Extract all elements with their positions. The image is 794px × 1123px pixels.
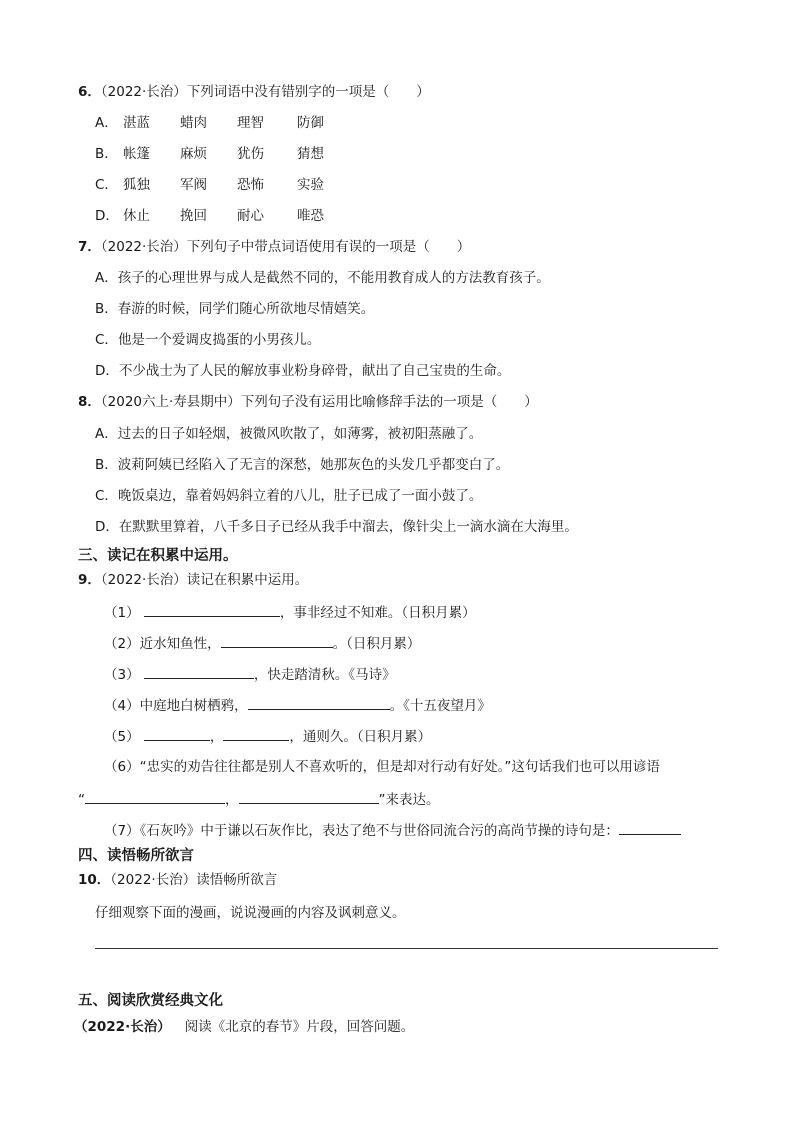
option-text: 他是一个爱调皮捣蛋的小男孩儿。: [117, 332, 321, 348]
option-letter: C．: [95, 177, 118, 193]
option-letter: B．: [95, 146, 118, 162]
reading-source: （2022·长治）: [74, 1019, 171, 1035]
answer-blank[interactable]: [144, 601, 280, 617]
option-row: [95, 424, 482, 444]
item-text: “忠实的劝告往往都是别人不喜欢听的，但是却对行动有好处。”这句话我们也可以用谚语: [139, 759, 660, 775]
item-text: ，: [225, 792, 239, 808]
option-text: 孩子的心理世界与成人是截然不同的，不能用教育成人的方法教育孩子。: [117, 270, 550, 286]
fill-item-2: [104, 632, 420, 654]
question-number: 9．: [78, 572, 101, 588]
item-label: （3）: [104, 667, 140, 683]
item-label: （6）: [104, 759, 140, 775]
section-heading: 三、读记在积累中运用。: [78, 548, 238, 564]
answer-blank[interactable]: [144, 663, 254, 679]
answer-blank[interactable]: [144, 725, 210, 741]
question-text: （2022·长治）读记在积累中运用。: [100, 572, 309, 588]
fill-item-3: [104, 663, 396, 685]
question-9: [78, 570, 308, 590]
option-text: 过去的日子如轻烟，被微风吹散了，如薄雾，被初阳蒸融了。: [117, 426, 483, 442]
option-letter: B．: [95, 301, 118, 317]
option-row: [95, 517, 578, 537]
option-letter: D．: [95, 208, 119, 224]
option-word: 猜想: [297, 146, 324, 162]
fill-item-7: [104, 819, 681, 841]
option-word: 唯恐: [297, 208, 324, 224]
option-letter: C．: [95, 488, 118, 504]
question-10: [78, 870, 277, 890]
item-text: 近水知鱼性，: [139, 636, 221, 652]
answer-blank[interactable]: [223, 725, 289, 741]
item-text: 《石灰吟》中于谦以石灰作比，表达了绝不与世俗同流合污的高尚节操的诗句是：: [139, 823, 619, 839]
item-text: ，事非经过不知难。（日积月累）: [279, 605, 476, 621]
answer-blank[interactable]: [221, 632, 333, 648]
option-word: 耐心: [237, 208, 264, 224]
option-letter: A．: [95, 270, 118, 286]
option-row: [95, 268, 550, 288]
question-text: （2022·长治）下列词语中没有错别字的一项是（ ）: [100, 84, 430, 100]
option-word: 恐怖: [237, 177, 264, 193]
question-text: （2022·长治）读悟畅所欲言: [110, 872, 278, 888]
item-text: ，通则久。（日积月累）: [289, 729, 432, 745]
question-text: （2022·长治）下列句子中带点词语使用有误的一项是（ ）: [100, 239, 471, 255]
option-word: 防御: [297, 115, 324, 131]
option-letter: D．: [95, 363, 119, 379]
option-word: 帐篷: [123, 146, 150, 162]
item-label: （4）: [104, 698, 140, 714]
option-row: [95, 486, 482, 506]
option-row: [95, 361, 510, 381]
option-word: 军阀: [180, 177, 207, 193]
question-8: [78, 392, 538, 412]
option-text: 春游的时候，同学们随心所欲地尽情嬉笑。: [117, 301, 375, 317]
option-word: 犹伤: [237, 146, 264, 162]
option-letter: A．: [95, 426, 118, 442]
fill-item-6-blanks: [78, 788, 440, 810]
option-text: 不少战士为了人民的解放事业粉身碎骨，献出了自己宝贵的生命。: [118, 363, 511, 379]
option-text: 波莉阿姨已经陷入了无言的深愁，她那灰色的头发几乎都变白了。: [117, 457, 510, 473]
option-word: 实验: [297, 177, 324, 193]
answer-blank[interactable]: [248, 694, 390, 710]
option-row: [95, 113, 324, 133]
item-label: （1）: [104, 605, 140, 621]
answer-line[interactable]: [95, 948, 718, 949]
option-letter: B．: [95, 457, 118, 473]
fill-item-1: [104, 601, 476, 623]
fill-item-6: [104, 757, 660, 777]
question-text: （2020六上·寿县期中）下列句子没有运用比喻修辞手法的一项是（ ）: [100, 394, 538, 410]
section-heading: 四、读悟畅所欲言: [78, 848, 194, 864]
reading-intro: [74, 1017, 414, 1037]
item-text: 。《十五夜望月》: [389, 698, 491, 714]
option-row: [95, 330, 320, 350]
option-word: 休止: [123, 208, 150, 224]
question-number: 8．: [78, 394, 101, 410]
item-text: ，快走踏清秋。《马诗》: [253, 667, 396, 683]
section-heading: 五、阅读欣赏经典文化: [78, 993, 223, 1009]
option-word: 蜡肉: [180, 115, 207, 131]
item-text: “: [78, 792, 85, 808]
item-text: ”来表达。: [378, 792, 440, 808]
question-number: 7．: [78, 239, 101, 255]
item-label: （2）: [104, 636, 140, 652]
option-row: [95, 455, 509, 475]
question-number: 6．: [78, 84, 101, 100]
answer-blank[interactable]: [619, 819, 681, 835]
option-word: 狐独: [123, 177, 150, 193]
fill-item-5: [104, 725, 431, 747]
item-label: （7）: [104, 823, 140, 839]
question-6: [78, 82, 430, 102]
option-word: 理智: [237, 115, 264, 131]
option-word: 湛蓝: [123, 115, 150, 131]
option-row: [95, 299, 374, 319]
question-number: 10．: [78, 872, 111, 888]
item-label: （5）: [104, 729, 140, 745]
question-7: [78, 237, 470, 257]
option-row: [95, 144, 324, 164]
option-letter: A．: [95, 115, 118, 131]
option-letter: D．: [95, 519, 119, 535]
question-prompt: 仔细观察下面的漫画，说说漫画的内容及讽刺意义。: [95, 905, 406, 921]
item-text: 。（日积月累）: [332, 636, 421, 652]
option-text: 在默默里算着，八千多日子已经从我手中溜去，像针尖上一滴水滴在大海里。: [118, 519, 578, 535]
option-word: 麻烦: [180, 146, 207, 162]
reading-text: 阅读《北京的春节》片段，回答问题。: [184, 1019, 415, 1035]
item-text: 中庭地白树栖鸦，: [139, 698, 248, 714]
option-text: 晚饭桌边，靠着妈妈斜立着的八儿，肚子已成了一面小鼓了。: [117, 488, 483, 504]
option-word: 挽回: [180, 208, 207, 224]
option-letter: C．: [95, 332, 118, 348]
item-text: ，: [209, 729, 224, 745]
answer-blank[interactable]: [85, 788, 225, 804]
option-row: [95, 206, 324, 226]
answer-blank[interactable]: [239, 788, 379, 804]
option-row: [95, 175, 324, 195]
fill-item-4: [104, 694, 491, 716]
